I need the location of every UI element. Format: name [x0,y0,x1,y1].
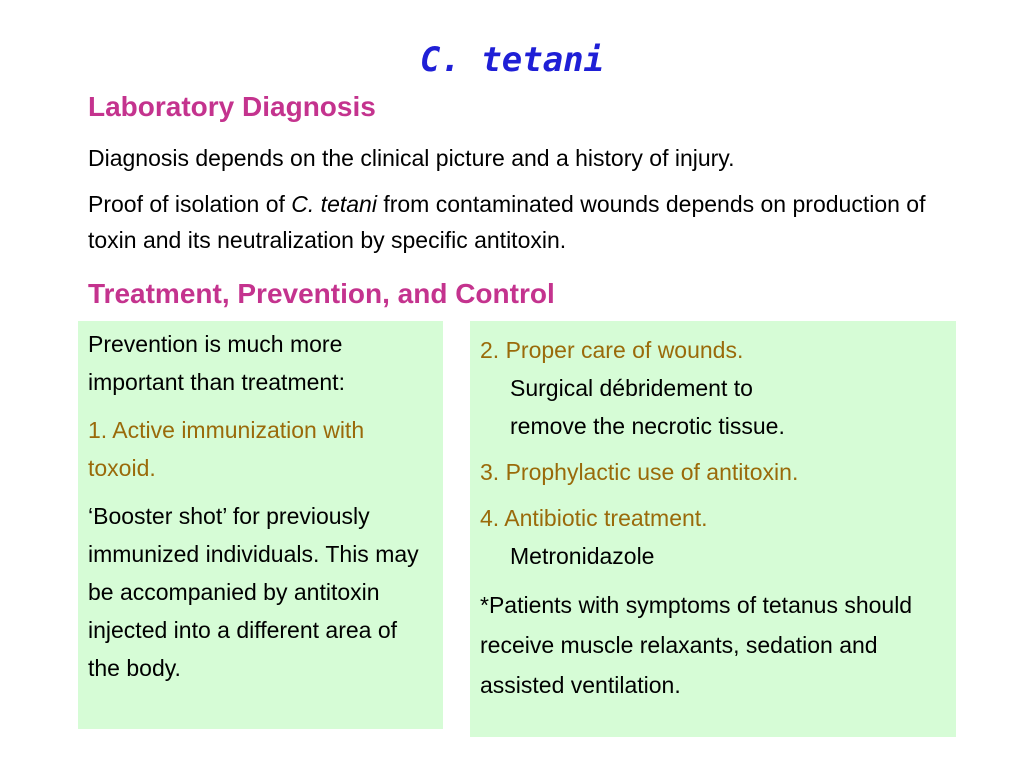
lab-diagnosis-heading: Laboratory Diagnosis [88,91,376,122]
isolation-text-end: from contaminated wounds depends on production of toxin and its neutralization by specific antitoxin. [88,191,926,253]
isolation-text-start: Proof of isolation of [88,191,292,217]
antibiotic-item: 4. Antibiotic treatment. [480,505,708,531]
debridement-line-2: remove the necrotic tissue. [510,413,785,439]
debridement-line-1: Surgical débridement to [510,375,753,401]
organism-name-italic: C. tetani [291,191,377,217]
patient-note: *Patients with symptoms of tetanus should receive muscle relaxants, sedation and assisted ventilation. [480,592,913,698]
prevention-box [78,321,443,729]
antitoxin-item: 3. Prophylactic use of antitoxin. [480,459,799,485]
treatment-box [470,321,956,737]
diagnosis-paragraph: Diagnosis depends on the clinical picture and a history of injury. [88,145,735,171]
prevention-intro: Prevention is much more important than treatment: [88,331,345,395]
treatment-heading: Treatment, Prevention, and Control [88,278,555,309]
antibiotic-detail: Metronidazole [510,543,655,569]
isolation-paragraph [88,186,968,258]
active-immunization-item: 1. Active immunization with toxoid. [88,417,365,481]
wound-care-item: 2. Proper care of wounds. [480,337,744,363]
slide-title: C. tetani [419,40,605,80]
booster-text: ‘Booster shot’ for previously immunized individuals. This may be accompanied by antitoxin injected into a different area of the body. [88,503,419,681]
